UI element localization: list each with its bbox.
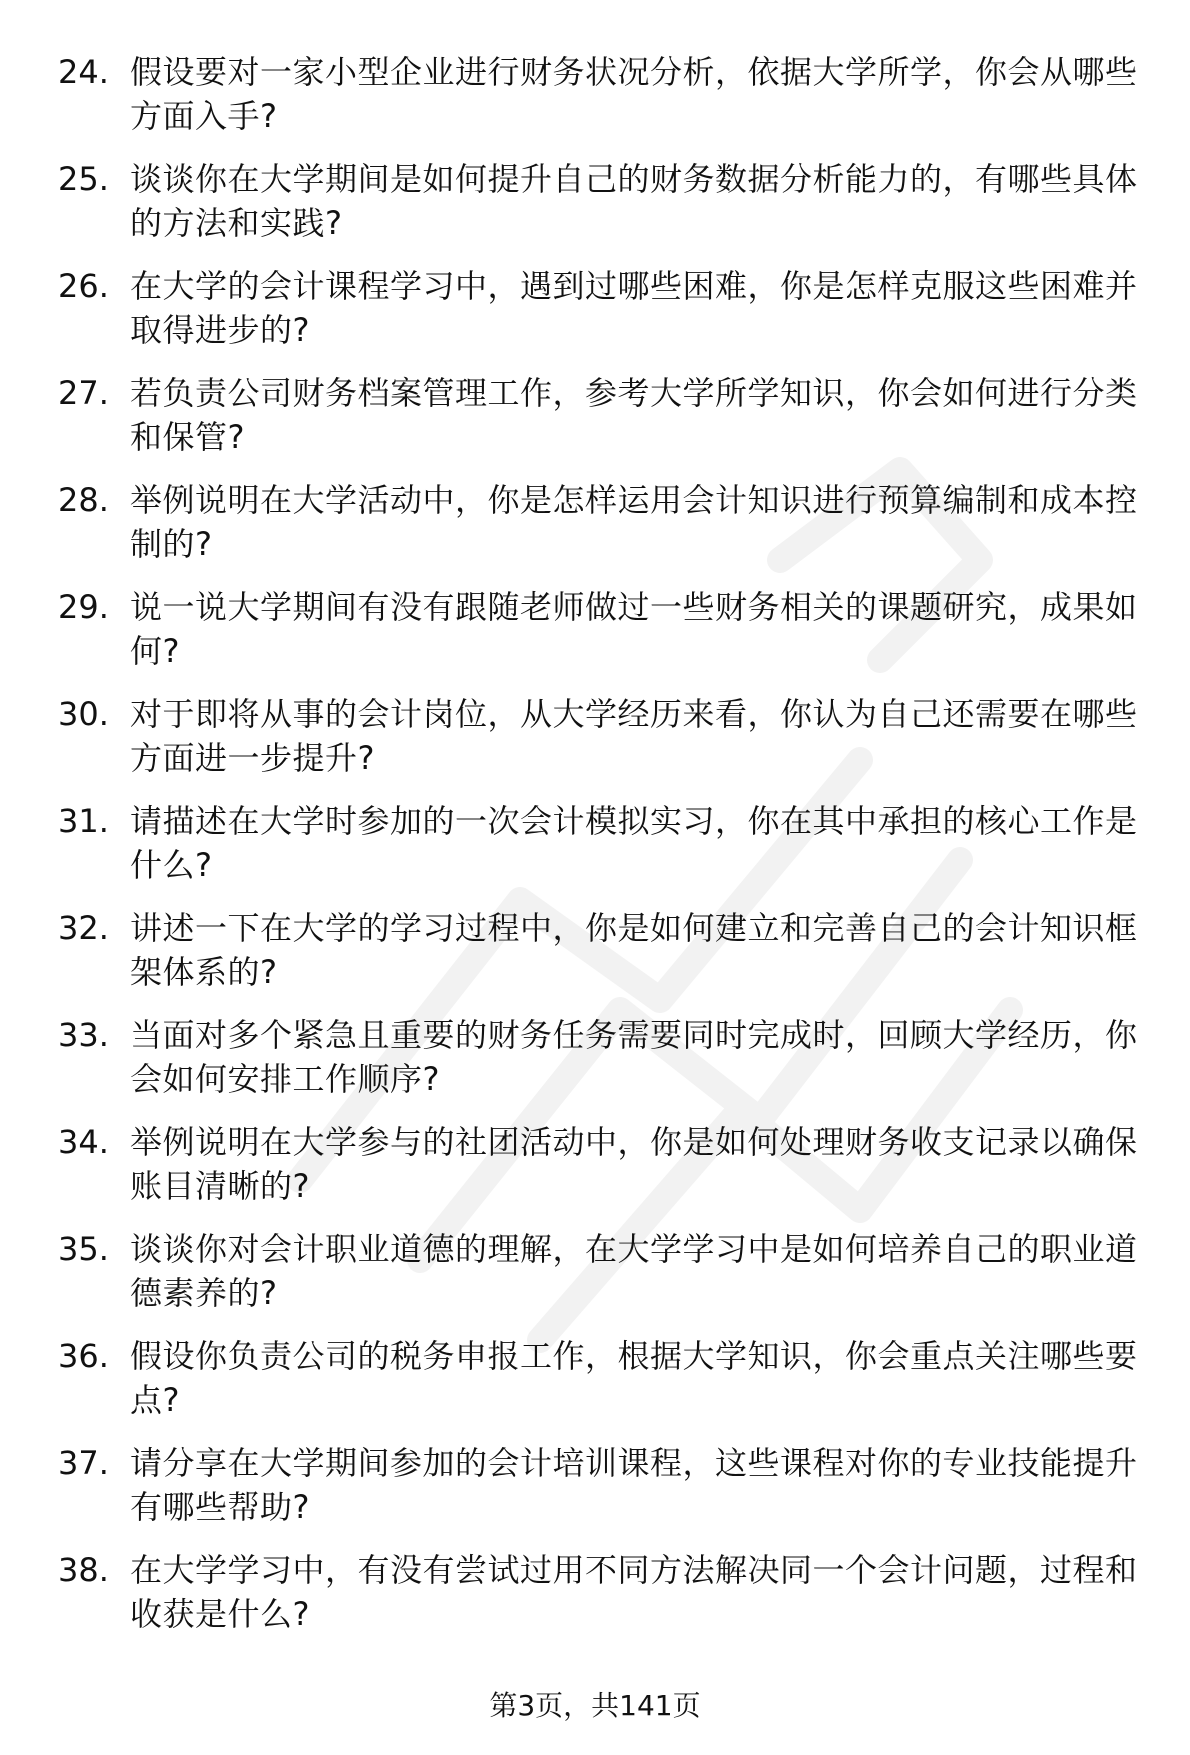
question-item (0, 478, 1190, 585)
question-text: 当面对多个紧急且重要的财务任务需要同时完成时，回顾大学经历，你会如何安排工作顺序? (130, 1016, 1138, 1098)
question-number: 34. (58, 1123, 109, 1161)
question-item (0, 906, 1190, 1013)
question-text: 若负责公司财务档案管理工作，参考大学所学知识，你会如何进行分类和保管? (130, 374, 1138, 456)
question-item (0, 1441, 1190, 1548)
page-footer (0, 1686, 1190, 1726)
question-text: 假设要对一家小型企业进行财务状况分析，依据大学所学，你会从哪些方面入手? (130, 53, 1138, 135)
question-text: 讲述一下在大学的学习过程中，你是如何建立和完善自己的会计知识框架体系的? (130, 909, 1138, 991)
question-item (0, 1013, 1190, 1120)
question-number: 27. (58, 374, 109, 412)
question-text: 对于即将从事的会计岗位，从大学经历来看，你认为自己还需要在哪些方面进一步提升? (130, 695, 1138, 777)
question-number: 36. (58, 1337, 109, 1375)
question-item (0, 1120, 1190, 1227)
question-item (0, 157, 1190, 264)
question-text: 谈谈你在大学期间是如何提升自己的财务数据分析能力的，有哪些具体的方法和实践? (130, 160, 1138, 242)
question-number: 33. (58, 1016, 109, 1054)
question-number: 32. (58, 909, 109, 947)
question-text: 谈谈你对会计职业道德的理解，在大学学习中是如何培养自己的职业道德素养的? (130, 1230, 1138, 1312)
question-item (0, 585, 1190, 692)
question-text: 假设你负责公司的税务申报工作，根据大学知识，你会重点关注哪些要点? (130, 1337, 1138, 1419)
question-item (0, 50, 1190, 157)
question-number: 29. (58, 588, 109, 626)
question-item (0, 799, 1190, 906)
question-number: 38. (58, 1551, 109, 1589)
question-number: 30. (58, 695, 109, 733)
question-number: 35. (58, 1230, 109, 1268)
question-number: 24. (58, 53, 109, 91)
question-number: 31. (58, 802, 109, 840)
question-text: 举例说明在大学参与的社团活动中，你是如何处理财务收支记录以确保账目清晰的? (130, 1123, 1138, 1205)
question-text: 说一说大学期间有没有跟随老师做过一些财务相关的课题研究，成果如何? (130, 588, 1138, 670)
question-item (0, 1548, 1190, 1655)
question-number: 25. (58, 160, 109, 198)
page-number-label: 第3页，共141页 (489, 1689, 701, 1722)
question-list (0, 50, 1190, 1655)
question-text: 举例说明在大学活动中，你是怎样运用会计知识进行预算编制和成本控制的? (130, 481, 1138, 563)
question-number: 26. (58, 267, 109, 305)
question-item (0, 1227, 1190, 1334)
question-text: 请分享在大学期间参加的会计培训课程，这些课程对你的专业技能提升有哪些帮助? (130, 1444, 1138, 1526)
question-number: 37. (58, 1444, 109, 1482)
question-item (0, 692, 1190, 799)
question-text: 请描述在大学时参加的一次会计模拟实习，你在其中承担的核心工作是什么? (130, 802, 1138, 884)
question-item (0, 264, 1190, 371)
question-number: 28. (58, 481, 109, 519)
question-item (0, 371, 1190, 478)
question-item (0, 1334, 1190, 1441)
question-text: 在大学的会计课程学习中，遇到过哪些困难，你是怎样克服这些困难并取得进步的? (130, 267, 1138, 349)
question-text: 在大学学习中，有没有尝试过用不同方法解决同一个会计问题，过程和收获是什么? (130, 1551, 1138, 1633)
